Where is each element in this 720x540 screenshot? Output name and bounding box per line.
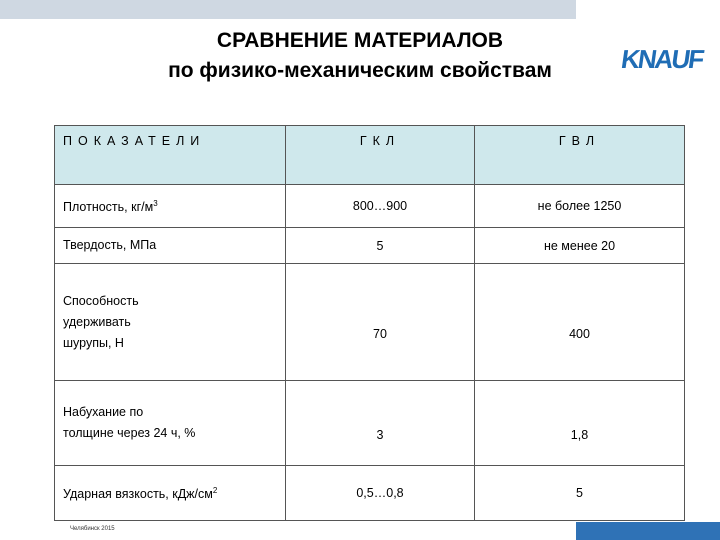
table-row: [55, 466, 685, 521]
gvl-value: 5: [475, 466, 685, 521]
footer-text: Челябинск 2015: [70, 526, 115, 532]
table-row: [55, 381, 685, 466]
row-label-line: удерживать: [63, 314, 131, 329]
column-header-indicators: ПОКАЗАТЕЛИ: [55, 126, 286, 185]
gvl-value: не менее 20: [475, 228, 685, 264]
row-label: [55, 381, 286, 466]
table-header-row: [55, 126, 685, 185]
gkl-value: 800…900: [286, 185, 475, 228]
gkl-value: 70: [286, 264, 475, 381]
row-label-line: толщине через 24 ч, %: [63, 426, 196, 440]
row-label-line: Способность: [63, 293, 139, 308]
row-label-sup: 3: [153, 199, 158, 209]
gvl-value: 400: [475, 264, 685, 381]
comparison-table: [54, 125, 685, 521]
column-header-gvl: ГВЛ: [475, 126, 685, 185]
top-decor-bar: [0, 0, 576, 19]
title-line-2: по физико-механическим свойствам: [168, 59, 552, 82]
row-label: Твердость, МПа: [55, 228, 286, 264]
row-label: [55, 185, 286, 228]
row-label-line: Набухание по: [63, 405, 144, 419]
table-row: [55, 264, 685, 381]
gkl-value: 0,5…0,8: [286, 466, 475, 521]
row-label-text: Ударная вязкость, кДж/см: [63, 487, 213, 502]
column-header-gkl: ГКЛ: [286, 126, 475, 185]
table-row: [55, 185, 685, 228]
row-label-sup: 2: [212, 486, 218, 496]
page-title: [0, 26, 720, 86]
gkl-value: 5: [286, 228, 475, 264]
row-label: [55, 466, 286, 521]
gvl-value: не более 1250: [475, 185, 685, 228]
bottom-decor-bar: [576, 522, 720, 540]
gkl-value: 3: [286, 381, 475, 466]
table-row: [55, 228, 685, 264]
title-line-1: СРАВНЕНИЕ МАТЕРИАЛОВ: [216, 29, 504, 52]
row-label: [55, 264, 286, 381]
row-label-text: Плотность, кг/м: [63, 200, 154, 215]
gvl-value: 1,8: [475, 381, 685, 466]
svg-text:KNAUF: KNAUF: [619, 44, 705, 74]
row-label-line: шурупы, Н: [63, 335, 124, 350]
